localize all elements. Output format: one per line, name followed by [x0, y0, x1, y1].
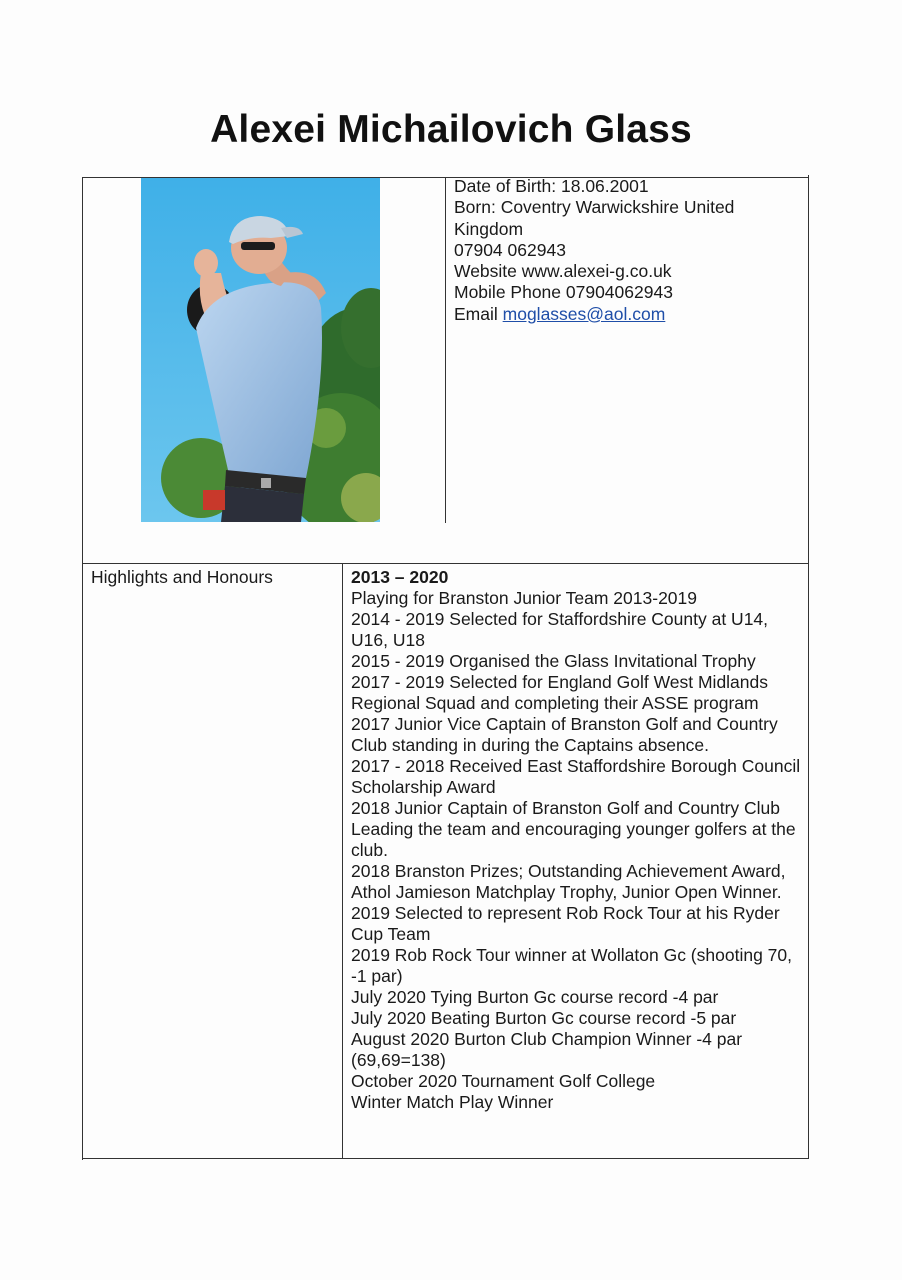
honours-list — [351, 567, 803, 1113]
table-border-right — [808, 175, 809, 1158]
list-item: Playing for Branston Junior Team 2013-2019 — [351, 588, 698, 608]
website: Website www.alexei-g.co.uk — [454, 261, 672, 282]
honours-heading: 2013 – 2020 — [351, 567, 449, 587]
birthplace: Born: Coventry Warwickshire United Kingdom — [454, 197, 735, 239]
phone-number: 07904 062943 — [454, 239, 566, 260]
page-title: Alexei Michailovich Glass — [210, 108, 692, 151]
list-item: 2017 - 2019 Selected for England Golf West Midlands Regional Squad and completing their ASSE program — [351, 672, 769, 713]
list-item: 2019 Rob Rock Tour winner at Wollaton Gc (shooting 70, -1 par) — [351, 945, 792, 986]
list-item: July 2020 Tying Burton Gc course record -4 par — [351, 987, 719, 1007]
list-item: 2018 Branston Prizes; Outstanding Achievement Award, Athol Jamieson Matchplay Trophy, Junior Open Winner. — [351, 861, 786, 902]
list-item: 2018 Junior Captain of Branston Golf and Country Club Leading the team and encouraging younger golfers at the club. — [351, 798, 796, 860]
list-item: October 2020 Tournament Golf College — [351, 1071, 656, 1091]
golfer-photo — [141, 178, 380, 522]
table-border-left — [82, 177, 83, 1160]
email-link[interactable]: moglasses@aol.com — [502, 303, 666, 324]
table-border-bottom — [82, 1158, 809, 1159]
personal-info — [454, 176, 799, 325]
list-item: 2017 - 2018 Received East Staffordshire Borough Council Scholarship Award — [351, 756, 801, 797]
date-of-birth: Date of Birth: 18.06.2001 — [454, 176, 649, 196]
list-item: 2019 Selected to represent Rob Rock Tour at his Ryder Cup Team — [351, 903, 780, 944]
honours-column-divider — [342, 563, 343, 1159]
list-item: July 2020 Beating Burton Gc course record -5 par — [351, 1008, 737, 1028]
list-item: August 2020 Burton Club Champion Winner -4 par (69,69=138) — [351, 1029, 743, 1070]
email-row — [454, 304, 799, 325]
mobile-phone: Mobile Phone 07904062943 — [454, 282, 673, 303]
honours-label: Highlights and Honours — [91, 567, 273, 587]
email-label: Email — [454, 303, 498, 324]
photo-column-divider — [445, 177, 446, 523]
table-row-divider — [82, 563, 809, 564]
list-item: 2015 - 2019 Organised the Glass Invitational Trophy — [351, 651, 756, 671]
list-item: Winter Match Play Winner — [351, 1092, 554, 1112]
list-item: 2017 Junior Vice Captain of Branston Golf and Country Club standing in during the Captains absence. — [351, 714, 778, 755]
list-item: 2014 - 2019 Selected for Staffordshire County at U14, U16, U18 — [351, 609, 769, 650]
